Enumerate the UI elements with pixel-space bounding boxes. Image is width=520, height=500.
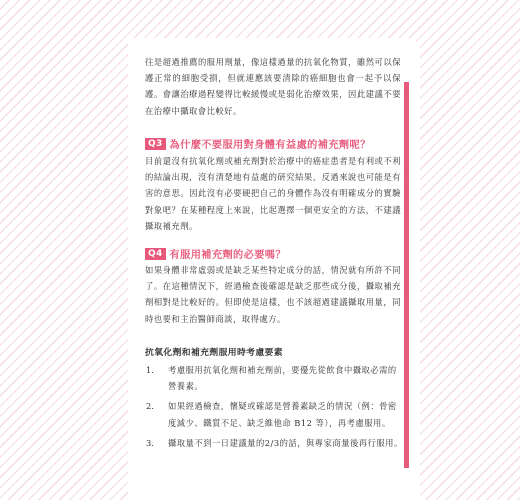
q4-answer-paragraph: 如果身體非常虛弱或是缺乏某些特定成分的話，情況就有所許不同了。在這種情況下，經過檢查後確認是缺乏那些成分後，攝取補充劑相對是比較好的。但即使是這樣，也不該超過建議攝取用量，同時也要和主治醫師商談，取得處方。 <box>145 265 401 324</box>
considerations-list <box>145 362 403 455</box>
q4-title: 有服用補充劑的必要嗎？ <box>169 250 286 261</box>
list-item <box>145 362 403 394</box>
list-item-text: 考慮服用抗氧化劑和補充劑前，要優先從飲食中攝取必需的營養素。 <box>168 365 397 392</box>
list-item-text: 如果經過檢查，懷疑或確認是營養素缺乏的情況（例：骨密度減少、鐵質不足、缺乏維他命 B12 等），再考慮服用。 <box>168 401 397 428</box>
list-item-number: 2. <box>146 401 154 412</box>
q4-badge: Q4 <box>145 248 166 260</box>
list-item <box>145 435 403 451</box>
q3-badge: Q3 <box>145 138 166 150</box>
pink-side-bar <box>404 82 409 468</box>
q3-title: 為什麼不要服用對身體有益處的補充劑呢？ <box>169 140 371 151</box>
question-q4 <box>145 246 286 261</box>
intro-paragraph: 往是超過推薦的服用劑量，像這樣過量的抗氧化物質，雖然可以保護正常的細胞受損，但就連應該要清除的癌細胞也會一起予以保護。會讓治療過程變得比較緩慢或是弱化治療效果，因此建議不要在治療中攝取會比較好。 <box>145 57 401 116</box>
list-item-number: 1. <box>146 365 154 375</box>
question-q3 <box>145 136 371 151</box>
list-item-number: 3. <box>146 437 154 448</box>
list-item <box>145 398 403 430</box>
considerations-heading: 抗氧化劑和補充劑服用時考慮要素 <box>145 348 283 358</box>
q3-answer-paragraph: 目前還沒有抗氧化劑或補充劑對於治療中的癌症患者是有利或不利的結論出現，沒有清楚地有益處的研究結果，反過來說也可能是有害的意思。因此沒有必要硬把自己的身體作為沒有明確成分的實驗對象吧？在某種程度上來說，比起選擇一個更安全的方法，不建議攝取補充劑。 <box>145 156 401 231</box>
list-item-text: 攝取量不到一日建議量的2/3的話，與專家商量後再行服用。 <box>168 437 403 448</box>
